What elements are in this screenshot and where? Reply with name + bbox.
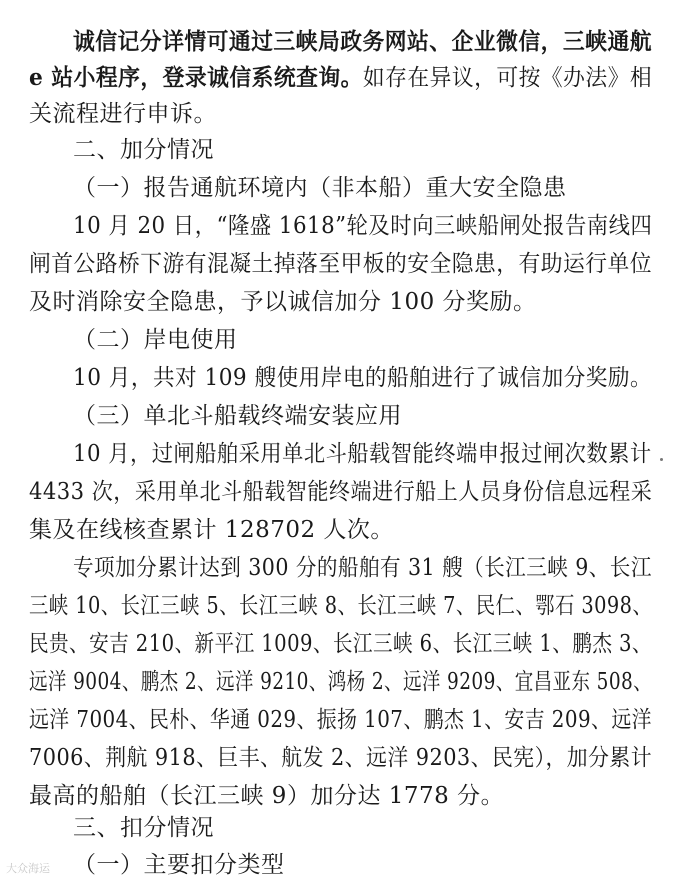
paragraph-line-13: 4433 次，采用单北斗船载智能终端进行船上人员身份信息远程采 (29, 479, 653, 505)
subheading-shore-power: （二）岸电使用 (73, 327, 238, 353)
paragraph-line-2-bold: e 站小程序，登录诚信系统查询。 (29, 64, 363, 91)
paragraph-line-18: 远洋 9004、鹏杰 2、远洋 9210、鸿杨 2、远洋 9209、宜昌亚东 508、 (29, 669, 653, 695)
paragraph-line-15: 专项加分累计达到 300 分的船舶有 31 艘（长江三峡 9、长江 (73, 555, 652, 581)
paragraph-line-12: 10 月，过闸船舶采用单北斗船载智能终端申报过闸次数累计 (73, 441, 652, 467)
section-heading-bonus: 二、加分情况 (73, 137, 214, 163)
subheading-beidou-terminal: （三）单北斗船载终端安装应用 (73, 403, 402, 429)
subheading-main-deduction-types: （一）主要扣分类型 (73, 852, 285, 878)
subheading-safety-hazard: （一）报告通航环境内（非本船）重大安全隐患 (73, 175, 567, 201)
paragraph-line-20: 7006、荆航 918、巨丰、航发 2、远洋 9203、民宪），加分累计 (29, 745, 653, 771)
paragraph-line-7: 闸首公路桥下游有混凝土掉落至甲板的安全隐患，有助运行单位 (29, 251, 652, 277)
section-heading-deduction: 三、扣分情况 (73, 815, 214, 841)
paragraph-line-17: 民贵、安吉 210、新平江 1009、长江三峡 6、长江三峡 1、鹏杰 3、 (29, 631, 652, 657)
paragraph-line-19: 远洋 7004、民朴、华通 029、振扬 107、鹏杰 1、安吉 209、远洋 (29, 707, 652, 733)
paragraph-line-1: 诚信记分详情可通过三峡局政务网站、企业微信，三峡通航 (73, 28, 652, 55)
scan-mark (660, 458, 663, 461)
paragraph-line-14: 集及在线核查累计 128702 人次。 (29, 517, 394, 543)
paragraph-line-16: 三峡 10、长江三峡 5、长江三峡 8、长江三峡 7、民仁、鄂石 3098、 (29, 593, 653, 619)
paragraph-line-10: 10 月，共对 109 艘使用岸电的船舶进行了诚信加分奖励。 (73, 365, 653, 391)
watermark-logo: 大众海运 (6, 862, 50, 875)
paragraph-line-2 (29, 58, 652, 98)
paragraph-line-8: 及时消除安全隐患，予以诚信加分 100 分奖励。 (29, 289, 537, 315)
paragraph-line-6: 10 月 20 日，“隆盛 1618”轮及时向三峡船闸处报告南线四 (73, 213, 653, 239)
paragraph-line-2-tail: 如存在异议，可按《办法》相 (362, 65, 653, 91)
paragraph-line-21: 最高的船舶（长江三峡 9）加分达 1778 分。 (29, 783, 505, 809)
paragraph-line-3: 关流程进行申诉。 (29, 101, 217, 127)
